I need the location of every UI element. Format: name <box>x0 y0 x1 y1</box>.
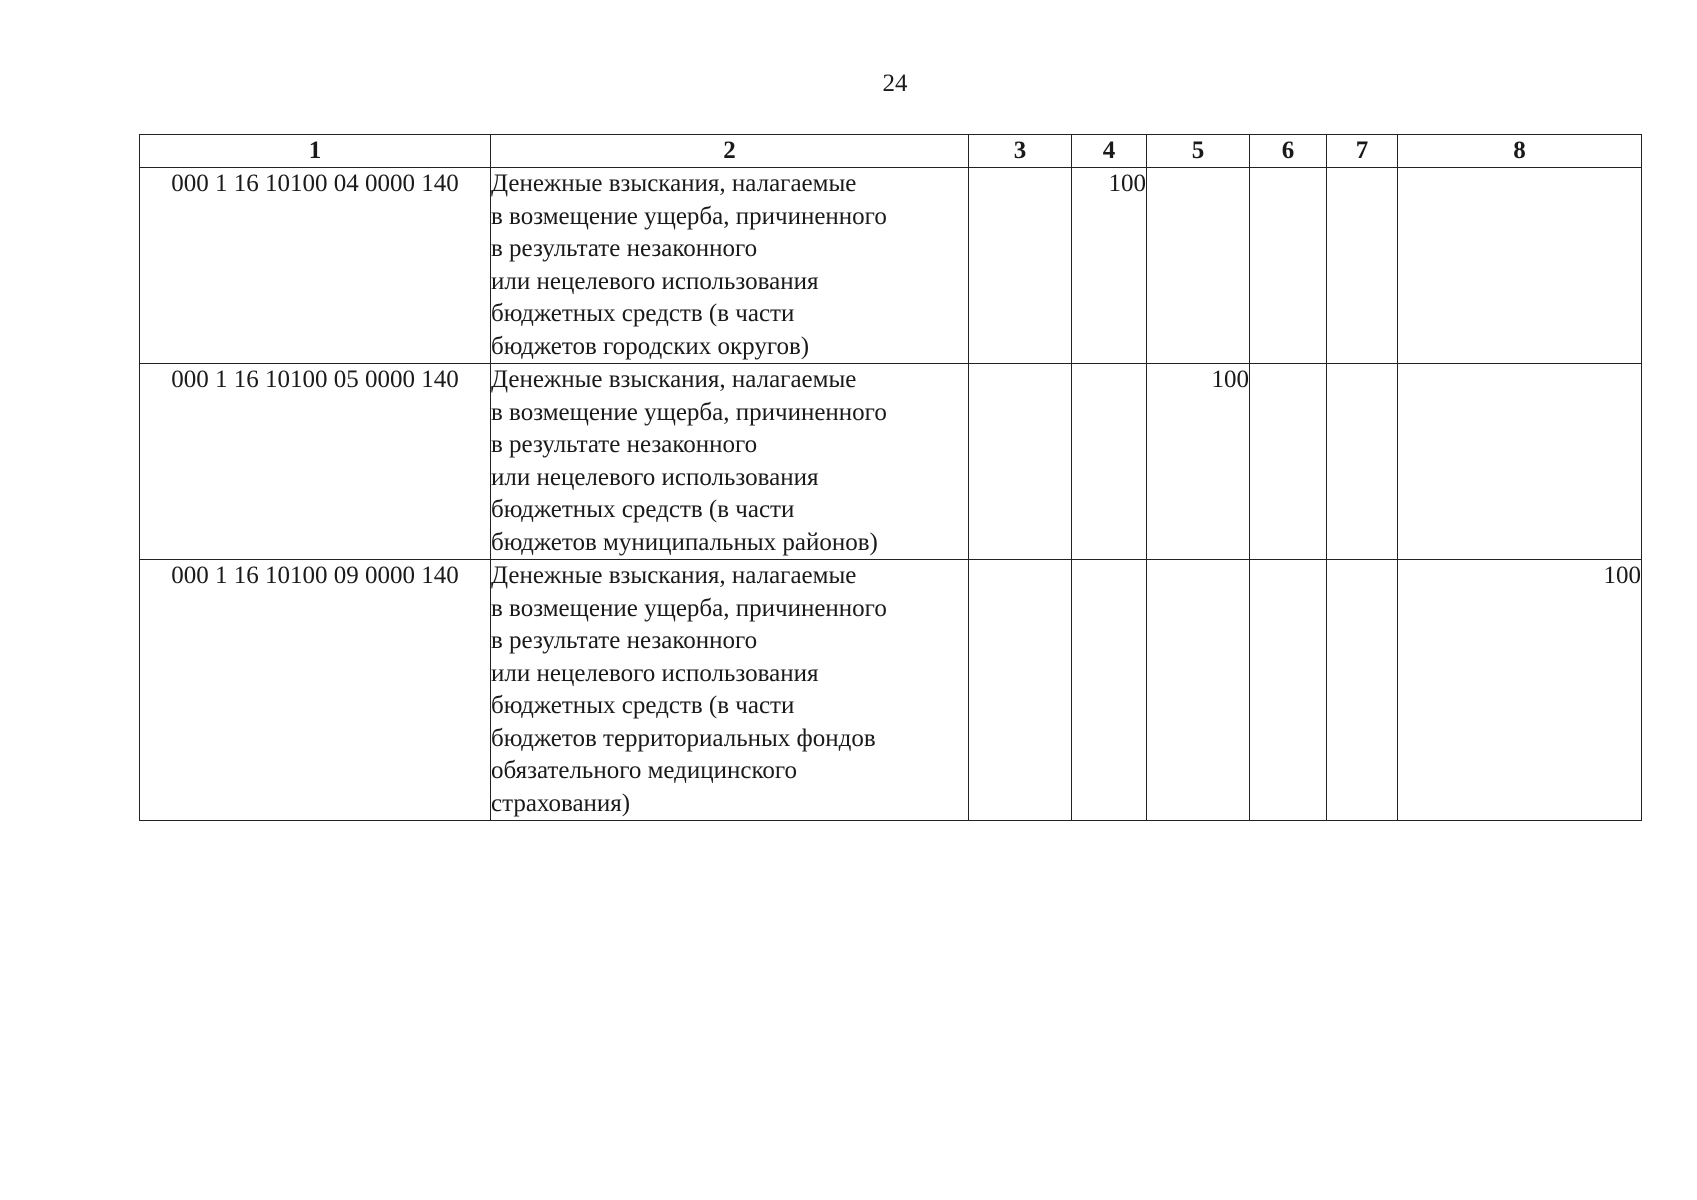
description-line: в результате незаконного <box>491 431 758 458</box>
description-line: или нецелевого использования <box>491 463 819 491</box>
column-7-cell <box>1327 168 1398 364</box>
budget-code-cell: 000 1 16 10100 05 0000 140 <box>140 364 491 560</box>
budget-code-cell: 000 1 16 10100 09 0000 140 <box>140 560 491 821</box>
column-7-cell <box>1327 364 1398 560</box>
description-line: в возмещение ущерба, причиненного <box>491 594 887 622</box>
column-5-cell: 100 <box>1147 364 1250 560</box>
column-header-8: 8 <box>1398 135 1642 168</box>
table-row <box>140 560 1642 821</box>
description-line: бюджетов территориальных фондов <box>491 724 876 752</box>
column-8-cell <box>1398 168 1642 364</box>
table-row <box>140 168 1642 364</box>
description-cell <box>491 364 969 560</box>
column-7-cell <box>1327 560 1398 821</box>
description-cell <box>491 168 969 364</box>
column-3-cell <box>969 364 1072 560</box>
description-line: бюджетных средств (в части <box>491 496 795 523</box>
column-5-cell <box>1147 168 1250 364</box>
column-header-2: 2 <box>491 135 969 168</box>
description-line: обязательного медицинского <box>491 757 798 784</box>
column-6-cell <box>1250 168 1327 364</box>
budget-classification-table <box>139 134 1642 821</box>
column-header-4: 4 <box>1072 135 1147 168</box>
column-8-cell: 100 <box>1398 560 1642 821</box>
column-header-1: 1 <box>140 135 491 168</box>
column-6-cell <box>1250 364 1327 560</box>
column-3-cell <box>969 560 1072 821</box>
column-3-cell <box>969 168 1072 364</box>
description-line: бюджетных средств (в части <box>491 692 795 719</box>
description-line: Денежные взыскания, налагаемые <box>491 170 857 197</box>
description-line: в возмещение ущерба, причиненного <box>491 398 887 426</box>
budget-code-cell: 000 1 16 10100 04 0000 140 <box>140 168 491 364</box>
description-line: бюджетов городских округов) <box>491 332 810 360</box>
column-header-3: 3 <box>969 135 1072 168</box>
page-number: 24 <box>882 70 908 97</box>
description-line: в возмещение ущерба, причиненного <box>491 202 887 230</box>
column-header-7: 7 <box>1327 135 1398 168</box>
table-row <box>140 364 1642 560</box>
description-line: бюджетных средств (в части <box>491 300 795 327</box>
column-header-6: 6 <box>1250 135 1327 168</box>
description-line: в результате незаконного <box>491 627 758 654</box>
column-4-cell <box>1072 364 1147 560</box>
description-line: страхования) <box>491 789 631 817</box>
column-8-cell <box>1398 364 1642 560</box>
description-line: бюджетов муниципальных районов) <box>491 528 878 556</box>
column-4-cell <box>1072 560 1147 821</box>
column-header-5: 5 <box>1147 135 1250 168</box>
column-4-cell: 100 <box>1072 168 1147 364</box>
description-line: Денежные взыскания, налагаемые <box>491 366 857 393</box>
description-line: или нецелевого использования <box>491 267 819 295</box>
description-cell <box>491 560 969 821</box>
description-line: или нецелевого использования <box>491 659 819 687</box>
column-5-cell <box>1147 560 1250 821</box>
description-line: Денежные взыскания, налагаемые <box>491 562 857 589</box>
table-header-row <box>140 135 1642 168</box>
column-6-cell <box>1250 560 1327 821</box>
description-line: в результате незаконного <box>491 235 758 262</box>
